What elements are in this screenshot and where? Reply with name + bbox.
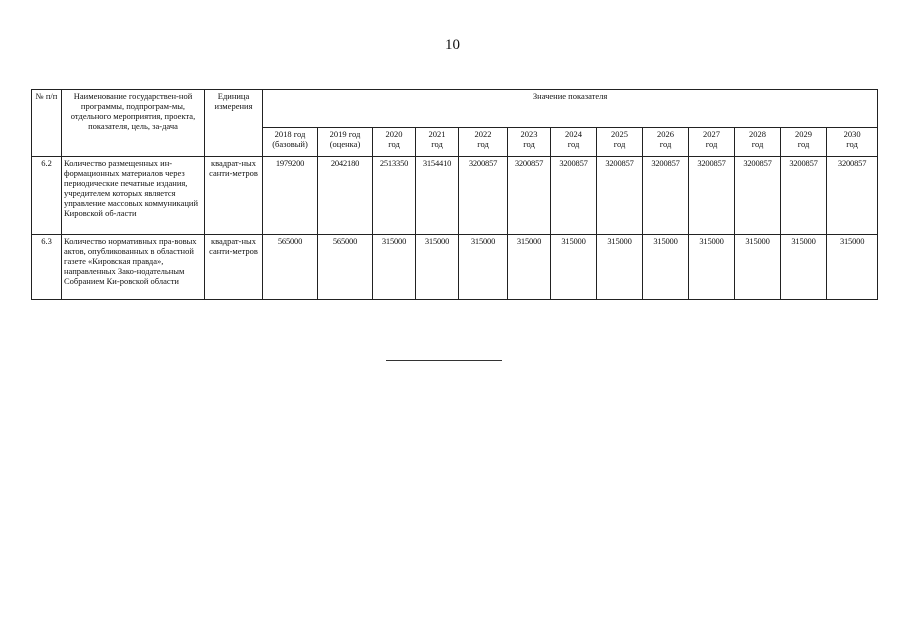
row-value: 315000 [508, 235, 551, 300]
row-value: 3200857 [459, 157, 508, 235]
header-year-label: 2020 [385, 129, 403, 139]
row-value: 3200857 [643, 157, 689, 235]
row-value: 315000 [689, 235, 735, 300]
header-year-label: 2023 [520, 129, 538, 139]
table-row [32, 157, 878, 235]
indicators-table [31, 89, 878, 300]
row-value: 3200857 [551, 157, 597, 235]
row-value: 3200857 [689, 157, 735, 235]
header-year [735, 128, 781, 157]
row-value: 315000 [551, 235, 597, 300]
row-unit: квадрат-ных санти-метров [205, 157, 263, 235]
row-value: 315000 [597, 235, 643, 300]
header-year-label: 2030 [843, 129, 861, 139]
header-year-label: 2025 [611, 129, 628, 139]
header-year-note: год [797, 139, 810, 149]
row-value: 2042180 [318, 157, 373, 235]
header-year-label: 2022 [474, 129, 492, 139]
header-year [508, 128, 551, 157]
header-year-note: год [523, 139, 535, 149]
table-row [32, 235, 878, 300]
row-value: 3154410 [416, 157, 459, 235]
row-num: 6.2 [32, 157, 62, 235]
header-year-note: год [388, 139, 400, 149]
header-year [827, 128, 878, 157]
row-value: 3200857 [597, 157, 643, 235]
row-value: 3200857 [781, 157, 827, 235]
header-year [318, 128, 373, 157]
header-year-note: (базовый) [272, 139, 308, 149]
row-value: 1979200 [263, 157, 318, 235]
header-year-label: 2024 [565, 129, 582, 139]
header-year-label: 2026 [657, 129, 674, 139]
header-row-main [32, 90, 878, 128]
header-year-note: (оценка) [329, 139, 361, 149]
row-value: 315000 [735, 235, 781, 300]
header-year-note: год [659, 139, 672, 149]
row-value: 565000 [318, 235, 373, 300]
header-year-note: год [846, 139, 858, 149]
row-value: 315000 [781, 235, 827, 300]
header-year-label: 2018 год [274, 129, 306, 139]
row-value: 3200857 [827, 157, 878, 235]
row-value: 565000 [263, 235, 318, 300]
header-year-label: 2019 год [329, 129, 361, 139]
row-value: 315000 [459, 235, 508, 300]
header-value: Значение показателя [263, 90, 878, 128]
row-value: 315000 [373, 235, 416, 300]
header-year [551, 128, 597, 157]
header-year [459, 128, 508, 157]
header-year-note: год [567, 139, 580, 149]
row-value: 315000 [827, 235, 878, 300]
row-value: 315000 [643, 235, 689, 300]
header-year [263, 128, 318, 157]
header-year-note: год [751, 139, 764, 149]
header-year-label: 2027 [703, 129, 720, 139]
row-value: 3200857 [508, 157, 551, 235]
row-unit: квадрат-ных санти-метров [205, 235, 263, 300]
horizontal-rule [386, 360, 502, 361]
row-name: Количество нормативных пра-вовых актов, опубликованных в областной газете «Кировская правда», направленных Зако-нодательным Собранием Ки-ровской области [62, 235, 205, 300]
header-year [643, 128, 689, 157]
header-unit: Единица измерения [205, 90, 263, 157]
row-value: 3200857 [735, 157, 781, 235]
header-year-label: 2029 [795, 129, 812, 139]
header-year [689, 128, 735, 157]
header-year-label: 2028 [749, 129, 766, 139]
page-number: 10 [445, 37, 460, 53]
header-year [781, 128, 827, 157]
header-name: Наименование государствен-ной программы, подпрограм-мы, отдельного мероприятия, проекта, показателя, цель, за-дача [62, 90, 205, 157]
header-year [373, 128, 416, 157]
row-value: 315000 [416, 235, 459, 300]
header-year-note: год [477, 139, 489, 149]
header-year-note: год [431, 139, 443, 149]
header-year-label: 2021 [428, 129, 446, 139]
header-year [597, 128, 643, 157]
header-num: № п/п [32, 90, 62, 157]
header-year-note: год [705, 139, 718, 149]
row-value: 2513350 [373, 157, 416, 235]
header-year-note: год [613, 139, 626, 149]
header-year [416, 128, 459, 157]
row-num: 6.3 [32, 235, 62, 300]
row-name: Количество размещенных ин-формационных материалов через периодические печатные издания, учредителем которых является управление массовых коммуникаций Кировской об-ласти [62, 157, 205, 235]
